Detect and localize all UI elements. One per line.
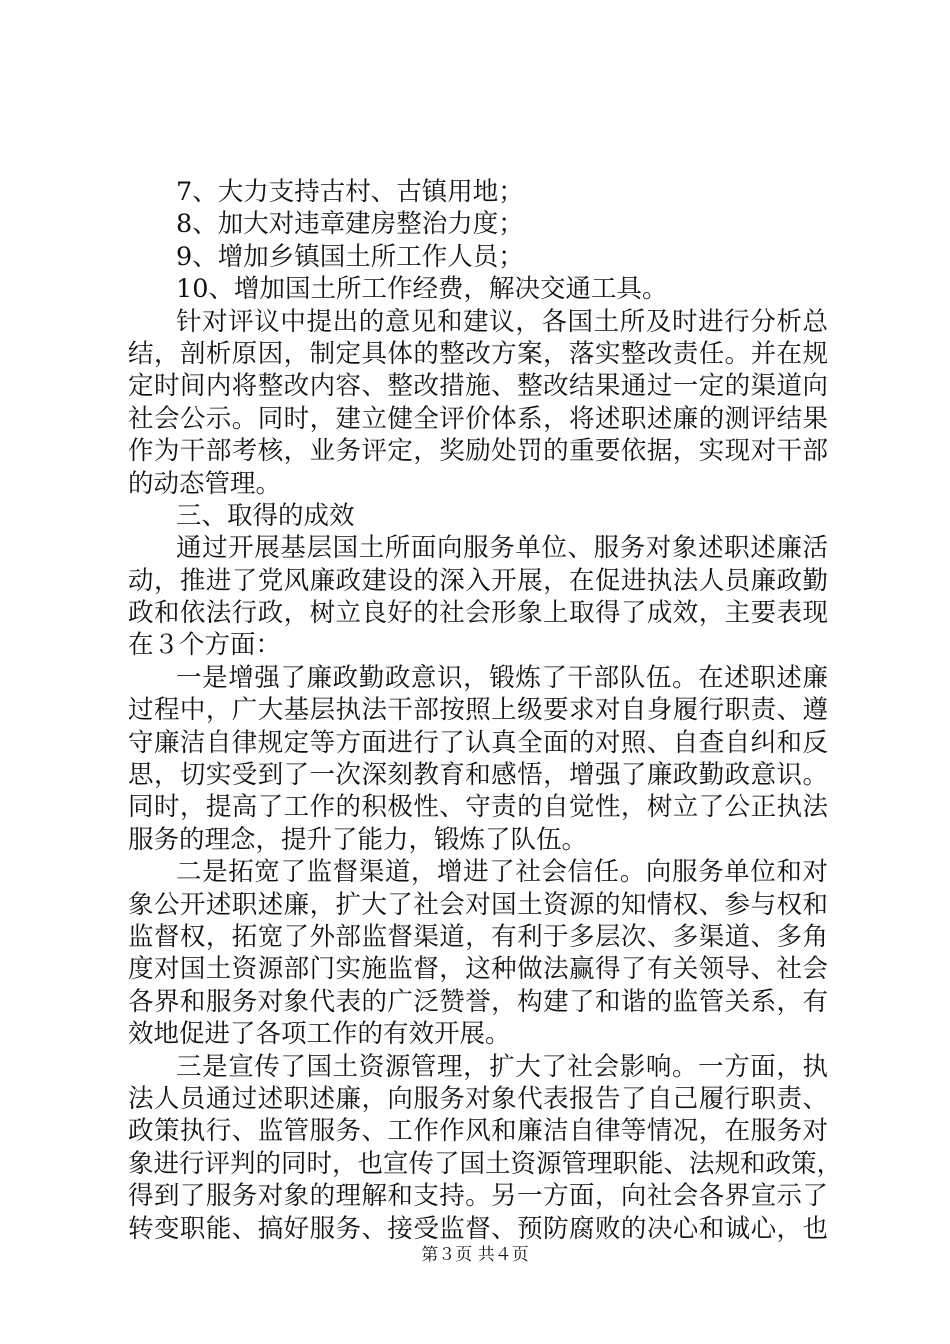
page-footer — [0, 1245, 950, 1265]
text-line: 三、取得的成效 — [176, 500, 355, 531]
text-line: 得到了服务对象的理解和支持。另一方面，向社会各界宣示了 — [128, 1181, 828, 1212]
text-line: 守廉洁自律规定等方面进行了认真全面的对照、自查自纠和反 — [128, 727, 828, 758]
text-line: 度对国土资源部门实施监督，这种做法赢得了有关领导、社会 — [128, 954, 828, 985]
text-line: 一是增强了廉政勤政意识，锻炼了干部队伍。在述职述廉 — [176, 662, 828, 693]
text-line: 象进行评判的同时，也宣传了国土资源管理职能、法规和政策， — [128, 1148, 843, 1179]
text-line: 通过开展基层国土所面向服务单位、服务对象述职述廉活 — [176, 533, 828, 564]
text-line: 思，切实受到了一次深刻教育和感悟，增强了廉政勤政意识。 — [128, 760, 828, 791]
text-line: 动，推进了党风廉政建设的深入开展，在促进执法人员廉政勤 — [128, 565, 828, 596]
text-line: 象公开述职述廉，扩大了社会对国土资源的知情权、参与权和 — [128, 889, 828, 920]
text-line: 转变职能、搞好服务、接受监督、预防腐败的决心和诚心，也 — [128, 1213, 828, 1244]
text-line: 10、增加国土所工作经费，解决交通工具。 — [176, 274, 668, 305]
text-line: 同时，提高了工作的积极性、守责的自觉性，树立了公正执法 — [128, 792, 828, 823]
text-line: 二是拓宽了监督渠道，增进了社会信任。向服务单位和对 — [176, 857, 828, 888]
text-line: 8、加大对违章建房整治力度； — [176, 209, 524, 240]
text-line: 在３个方面： — [128, 630, 282, 661]
text-line: 政和依法行政，树立良好的社会形象上取得了成效，主要表现 — [128, 598, 828, 629]
text-line: 监督权，拓宽了外部监督渠道，有利于多层次、多渠道、多角 — [128, 921, 828, 952]
text-line: 的动态管理。 — [128, 468, 282, 499]
text-line: 9、增加乡镇国土所工作人员； — [176, 241, 524, 272]
text-line: 社会公示。同时，建立健全评价体系，将述职述廉的测评结果 — [128, 403, 828, 434]
text-line: 定时间内将整改内容、整改措施、整改结果通过一定的渠道向 — [128, 371, 828, 402]
text-line: 法人员通过述职述廉，向服务对象代表报告了自己履行职责、 — [128, 1083, 828, 1114]
text-line: 政策执行、监管服务、工作作风和廉洁自律等情况，在服务对 — [128, 1116, 828, 1147]
text-line: 作为干部考核，业务评定，奖励处罚的重要依据，实现对干部 — [128, 436, 828, 467]
page-number-label: 第３页 共４页 — [421, 1245, 529, 1265]
text-line: 结，剖析原因，制定具体的整改方案，落实整改责任。并在规 — [128, 338, 828, 369]
text-line: 针对评议中提出的意见和建议，各国土所及时进行分析总 — [176, 306, 828, 337]
text-line: 过程中，广大基层执法干部按照上级要求对自身履行职责、遵 — [128, 695, 828, 726]
text-line: 服务的理念，提升了能力，锻炼了队伍。 — [128, 824, 588, 855]
text-line: 各界和服务对象代表的广泛赞誉，构建了和谐的监管关系，有 — [128, 986, 828, 1017]
document-body — [128, 176, 843, 1245]
text-line: 7、大力支持古村、古镇用地； — [176, 177, 524, 207]
text-line: 效地促进了各项工作的有效开展。 — [128, 1019, 511, 1050]
text-line: 三是宣传了国土资源管理，扩大了社会影响。一方面，执 — [176, 1051, 828, 1082]
